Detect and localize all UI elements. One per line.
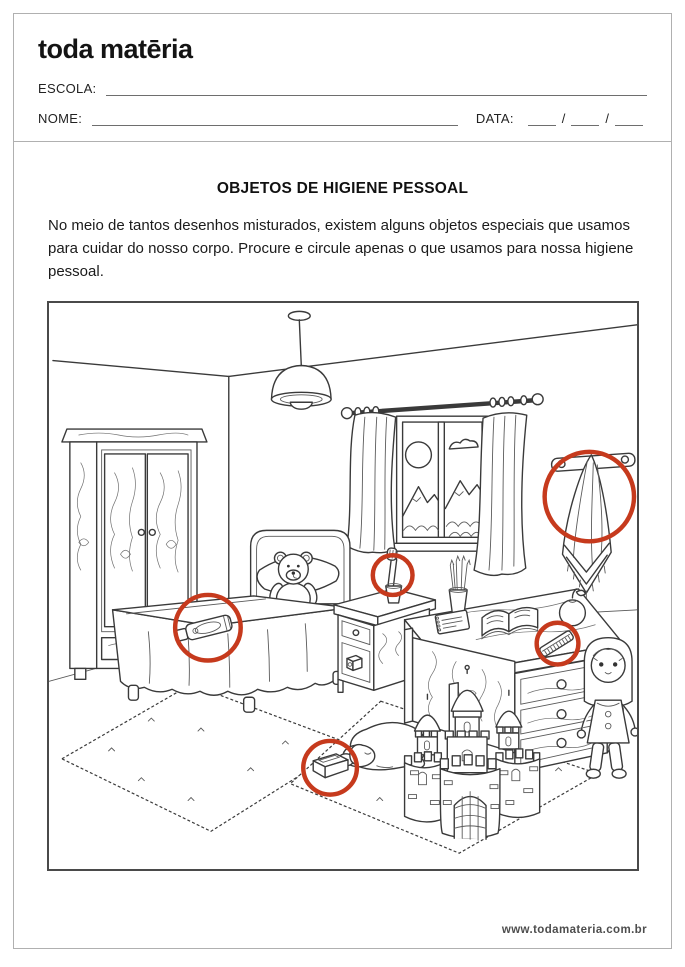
worksheet-page xyxy=(13,13,672,949)
date-slash: / xyxy=(605,111,609,126)
worksheet-title: OBJETOS DE HIGIENE PESSOAL xyxy=(216,179,469,197)
name-date-row xyxy=(38,111,647,126)
worksheet-instructions: No meio de tantos desenhos misturados, existem alguns objetos especiais que usamos para cuidar do nosso corpo. Procure e circule apenas o que usamos para nossa higiene pessoal. xyxy=(48,216,634,280)
toy-block xyxy=(346,655,361,670)
date-slash: / xyxy=(561,111,566,126)
header xyxy=(13,13,672,142)
illustration-frame xyxy=(47,301,639,871)
school-field-row xyxy=(38,81,647,96)
date-field xyxy=(476,111,647,126)
school-blank-line xyxy=(106,82,647,96)
school-label: ESCOLA: xyxy=(38,81,97,96)
bedroom-illustration xyxy=(49,303,637,869)
toda-materia-logo: toda matēria xyxy=(38,34,193,64)
name-label: NOME: xyxy=(38,111,83,126)
date-year-blank xyxy=(615,112,643,126)
date-month-blank xyxy=(571,112,599,126)
worksheet-body xyxy=(13,141,672,949)
ceiling-lamp xyxy=(271,311,331,409)
name-blank-line xyxy=(92,112,458,126)
footer-url: www.todamateria.com.br xyxy=(501,923,647,936)
date-label: DATA: xyxy=(475,111,514,126)
pencil-cup xyxy=(449,556,470,613)
towel xyxy=(562,454,611,598)
date-day-blank xyxy=(528,112,556,126)
